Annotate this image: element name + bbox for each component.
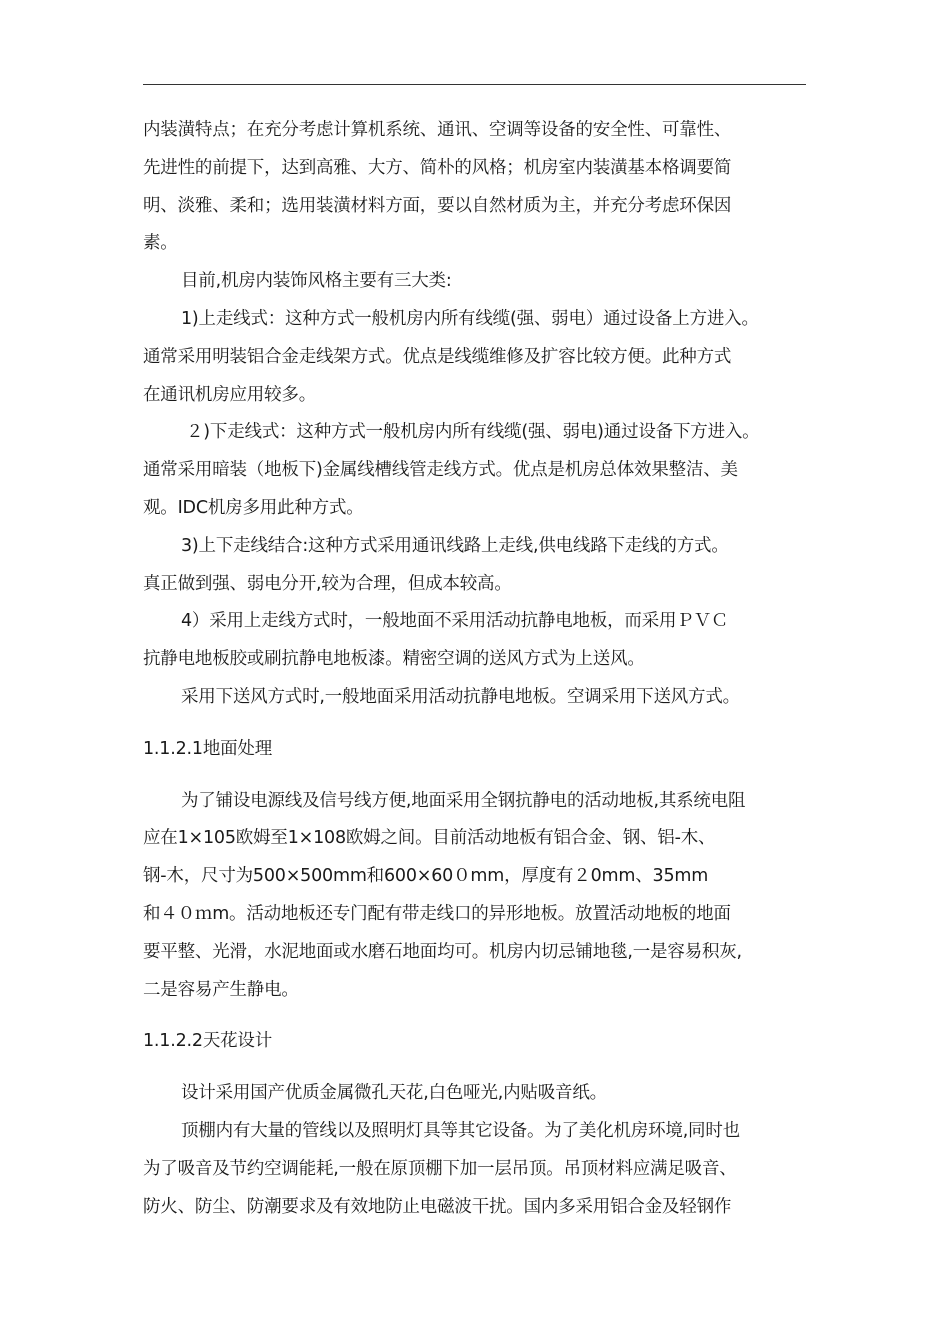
paragraph-line: 真正做到强、弱电分开,较为合理，但成本较高。 (143, 573, 512, 594)
section-heading-floor: 1.1.2.1地面处理 (143, 738, 273, 759)
paragraph-line: 通常采用明装铝合金走线架方式。优点是线缆维修及扩容比较方便。此种方式 (143, 346, 732, 367)
paragraph-line: 素。 (143, 233, 178, 254)
paragraph-line: 要平整、光滑，水泥地面或水磨石地面均可。机房内切忌铺地毯,一是容易积灰, (143, 941, 742, 962)
paragraph-line: 采用下送风方式时,一般地面采用活动抗静电地板。空调采用下送风方式。 (181, 686, 740, 707)
list-item-combined-routing: 3)上下走线结合:这种方式采用通讯线路上走线,供电线路下走线的方式。 (181, 535, 729, 556)
paragraph-line: 观。IDC机房多用此种方式。 (143, 497, 364, 518)
paragraph-line: 为了铺设电源线及信号线方便,地面采用全钢抗静电的活动地板,其系统电阻 (181, 790, 746, 811)
paragraph-line: 和４０ｍm。活动地板还专门配有带走线口的异形地板。放置活动地板的地面 (143, 903, 731, 924)
paragraph-line: 在通讯机房应用较多。 (143, 384, 316, 405)
paragraph-line: 顶棚内有大量的管线以及照明灯具等其它设备。为了美化机房环境,同时也 (181, 1120, 740, 1141)
paragraph-line: 为了吸音及节约空调能耗,一般在原顶棚下加一层吊顶。吊顶材料应满足吸音、 (143, 1158, 737, 1179)
paragraph-line: 明、淡雅、柔和；选用装潢材料方面，要以自然材质为主，并充分考虑环保因 (143, 195, 732, 216)
list-item-underfloor-routing: ２)下走线式：这种方式一般机房内所有线缆(强、弱电)通过设备下方进入。 (186, 422, 760, 443)
paragraph-line: 应在1×105欧姆至1×108欧姆之间。目前活动地板有铝合金、钢、铝-木、 (143, 828, 716, 849)
paragraph-line: 钢-木，尺寸为500×500mm和600×60０mm，厚度有２0mm、35mm (143, 866, 709, 887)
paragraph-line: 内装潢特点；在充分考虑计算机系统、通讯、空调等设备的安全性、可靠性、 (143, 120, 732, 140)
paragraph-line: 目前,机房内装饰风格主要有三大类: (181, 271, 452, 292)
section-heading-ceiling: 1.1.2.2天花设计 (143, 1031, 273, 1052)
list-item-overhead-routing: 1)上走线式：这种方式一般机房内所有线缆(强、弱电）通过设备上方进入。 (181, 308, 759, 329)
paragraph-line: 设计采用国产优质金属微孔天花,白色哑光,内贴吸音纸。 (181, 1083, 607, 1104)
paragraph-line: 二是容易产生静电。 (143, 979, 299, 1000)
document-body (143, 112, 813, 1226)
paragraph-line: 通常采用暗装（地板下)金属线槽线管走线方式。优点是机房总体效果整洁、美 (143, 460, 738, 481)
list-item-floor-note: 4）采用上走线方式时，一般地面不采用活动抗静电地板，而采用ＰＶＣ (181, 611, 729, 632)
paragraph-line: 先进性的前提下，达到高雅、大方、简朴的风格；机房室内装潢基本格调要简 (143, 157, 732, 178)
paragraph-line: 抗静电地板胶或刷抗静电地板漆。精密空调的送风方式为上送风。 (143, 649, 645, 670)
paragraph-line: 防火、防尘、防潮要求及有效地防止电磁波干扰。国内多采用铝合金及轻钢作 (143, 1196, 732, 1217)
header-rule (143, 84, 806, 85)
